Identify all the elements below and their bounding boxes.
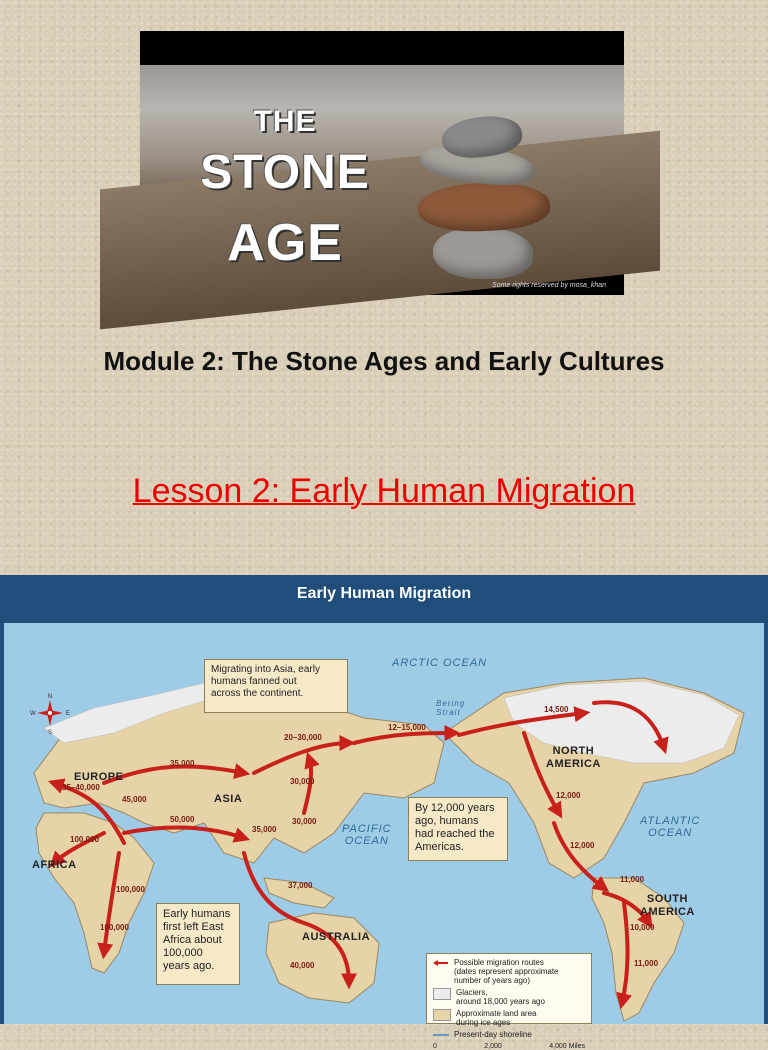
label-north-america — [546, 745, 601, 771]
compass-w: W — [30, 711, 36, 717]
stone-bottom — [433, 227, 533, 279]
label-atlantic-line2: OCEAN — [648, 827, 693, 839]
date-label: 35,000 — [252, 825, 277, 834]
compass-n: N — [47, 694, 53, 700]
label-pacific-line2: OCEAN — [344, 835, 389, 847]
legend-land-text: during ice ages — [456, 1018, 511, 1027]
legend-routes-text: number of years ago) — [454, 976, 531, 985]
callout-asia — [204, 659, 348, 713]
legend-glaciers-text: around 18,000 years ago — [456, 997, 545, 1006]
callout-asia-line: Migrating into Asia, early — [211, 664, 320, 675]
label-atlantic-line1: ATLANTIC — [640, 815, 701, 827]
callout-americas-line: had reached the — [415, 828, 495, 840]
callout-americas-line: Americas. — [415, 841, 464, 853]
legend-land-text: Approximate land area — [456, 1009, 537, 1018]
map-title: Early Human Migration — [296, 585, 472, 602]
callout-africa — [156, 903, 240, 985]
label-south-america — [640, 893, 695, 919]
date-label: 100,000 — [70, 835, 99, 844]
legend-routes — [433, 958, 585, 985]
callout-americas-line: By 12,000 years — [415, 802, 495, 814]
banner-title-stone: STONE — [200, 146, 370, 199]
date-label: 14,500 — [544, 705, 569, 714]
callout-americas-line: ago, humans — [415, 815, 479, 827]
label-atlantic-ocean — [640, 815, 700, 839]
label-bering-strait — [436, 699, 465, 717]
label-pacific-line1: PACIFIC — [342, 823, 392, 835]
banner-photo — [140, 65, 624, 289]
banner-credit: Some rights reserved by mosa_khan — [492, 282, 606, 289]
callout-americas — [408, 797, 508, 861]
date-label: 20–30,000 — [284, 733, 322, 742]
legend-routes-text: (dates represent approximate — [454, 967, 559, 976]
label-na-line1: NORTH — [552, 745, 595, 757]
date-label: 35,000 — [170, 759, 195, 768]
stone-age-banner — [140, 31, 624, 295]
date-label: 12,000 — [570, 841, 595, 850]
landmass-australia — [266, 913, 379, 1003]
callout-africa-line: Africa about — [163, 934, 222, 946]
legend-shoreline-text: Present-day shoreline — [454, 1030, 532, 1039]
banner-title-the: THE — [253, 105, 317, 138]
scale-tick: 0 — [433, 1043, 437, 1050]
label-europe: EUROPE — [74, 771, 124, 783]
label-sa-line1: SOUTH — [646, 893, 688, 905]
date-label: 11,000 — [634, 959, 659, 968]
module-title: Module 2: The Stone Ages and Early Cultures — [103, 346, 665, 376]
date-label: 11,000 — [620, 875, 645, 884]
map-panel — [4, 623, 764, 1050]
scale-tick: 4,000 Miles — [549, 1043, 585, 1050]
banner-title-age: AGE — [227, 214, 343, 272]
label-australia: AUSTRALIA — [302, 931, 371, 943]
label-arctic-ocean: ARCTIC OCEAN — [392, 657, 488, 669]
callout-africa-line: years ago. — [163, 960, 215, 972]
label-africa: AFRICA — [32, 859, 77, 871]
legend-routes-text: Possible migration routes — [454, 958, 544, 967]
date-label: 30,000 — [292, 817, 317, 826]
glacier-swatch — [433, 988, 451, 1000]
migration-map-figure — [0, 575, 768, 1050]
shoreline-icon — [433, 1030, 449, 1040]
label-bering-line2: Strait — [436, 708, 461, 717]
date-label: 30,000 — [290, 777, 315, 786]
date-label: 45,000 — [122, 795, 147, 804]
date-label: 40,000 — [290, 961, 315, 970]
label-pacific-ocean — [342, 823, 392, 847]
map-legend — [426, 953, 592, 1050]
legend-land — [433, 1009, 585, 1027]
legend-shoreline — [433, 1030, 585, 1040]
callout-asia-line: humans fanned out — [211, 676, 297, 687]
date-label: 10,000 — [630, 923, 655, 932]
legend-glaciers — [433, 988, 585, 1006]
label-asia: ASIA — [214, 793, 243, 805]
label-na-line2: AMERICA — [546, 758, 601, 770]
callout-africa-line: 100,000 — [163, 947, 203, 959]
compass-e: E — [66, 711, 71, 717]
date-label: 50,000 — [170, 815, 195, 824]
label-bering-line1: Bering — [436, 699, 466, 708]
compass-s: S — [47, 730, 53, 736]
lesson-title[interactable]: Lesson 2: Early Human Migration — [132, 472, 636, 510]
scale-tick: 2,000 — [484, 1043, 502, 1050]
date-label: 37,000 — [288, 881, 313, 890]
callout-africa-line: Early humans — [163, 908, 231, 920]
date-label: 12,000 — [556, 791, 581, 800]
map-scale — [433, 1043, 585, 1050]
date-label: 35–40,000 — [62, 783, 100, 792]
land-swatch — [433, 1009, 451, 1021]
compass-rose-icon — [28, 691, 72, 735]
date-label: 100,000 — [116, 885, 145, 894]
date-label: 12–15,000 — [388, 723, 426, 732]
legend-glaciers-text: Glaciers, — [456, 988, 488, 997]
date-label: 100,000 — [100, 923, 129, 932]
callout-africa-line: first left East — [163, 921, 224, 933]
route-arrow-icon — [433, 958, 449, 968]
callout-asia-line: across the continent. — [211, 688, 304, 699]
label-sa-line2: AMERICA — [640, 906, 695, 918]
